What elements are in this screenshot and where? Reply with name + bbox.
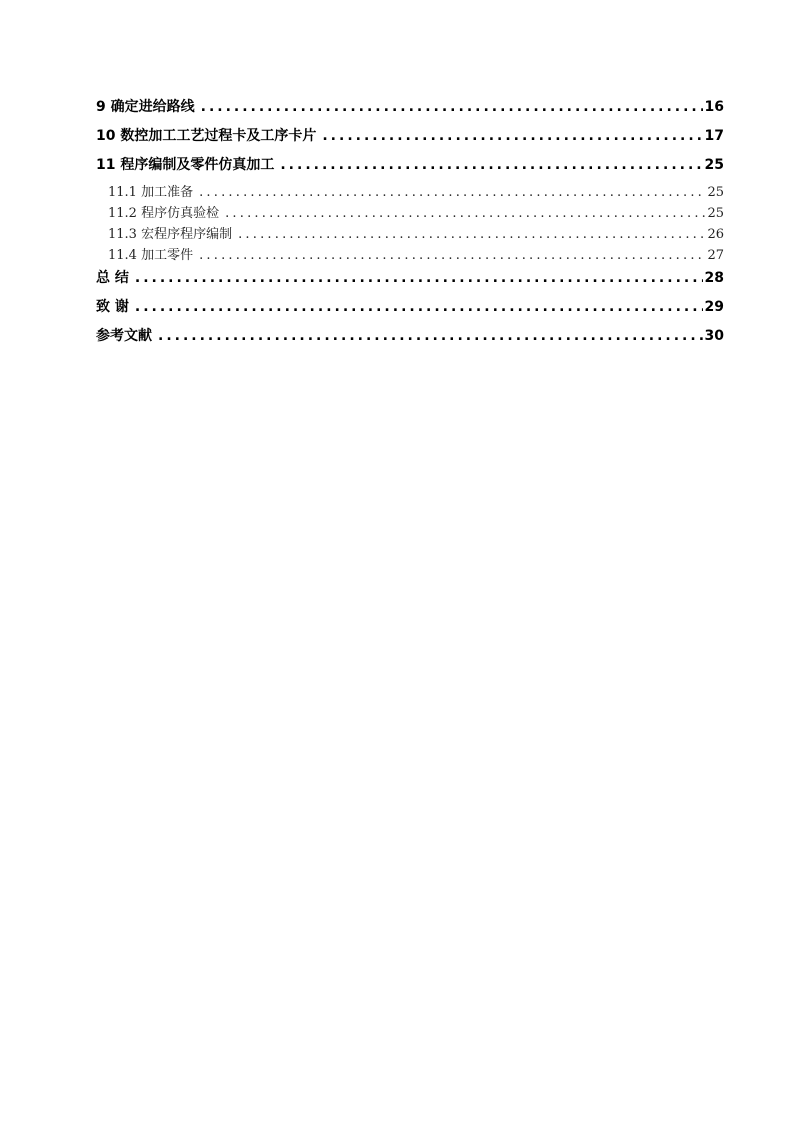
toc-leader-dots	[280, 154, 702, 176]
toc-entry-label: 11.1 加工准备	[108, 185, 194, 200]
toc-leader-dots	[158, 325, 703, 347]
toc-page-number: 25	[704, 157, 724, 173]
toc-page-number: 25	[707, 185, 724, 200]
toc-leader-dots	[201, 96, 703, 118]
toc-leader-dots	[199, 183, 705, 203]
toc-entry-label: 10 数控加工工艺过程卡及工序卡片	[96, 128, 317, 144]
toc-page-number: 25	[707, 206, 724, 221]
toc-entry-label: 11.4 加工零件	[108, 248, 194, 263]
toc-entry-label: 11 程序编制及零件仿真加工	[96, 157, 275, 173]
table-of-contents	[96, 96, 724, 354]
toc-entry-references[interactable]	[96, 325, 724, 354]
toc-entry-chapter-9[interactable]	[96, 96, 724, 125]
toc-entry-section-11-3[interactable]	[96, 225, 724, 246]
toc-leader-dots	[135, 267, 703, 289]
toc-leader-dots	[238, 225, 705, 245]
toc-entry-label: 参考文献	[96, 328, 152, 344]
toc-page-number: 28	[704, 270, 724, 286]
toc-entry-acknowledgements[interactable]	[96, 296, 724, 325]
toc-entry-label: 致 谢	[96, 299, 129, 315]
toc-entry-section-11-2[interactable]	[96, 204, 724, 225]
toc-leader-dots	[322, 125, 702, 147]
toc-entry-label: 11.2 程序仿真验检	[108, 206, 220, 221]
toc-page-number: 30	[704, 328, 724, 344]
toc-entry-section-11-1[interactable]	[96, 183, 724, 204]
toc-page-number: 29	[704, 299, 724, 315]
toc-page-number: 27	[707, 248, 724, 263]
toc-leader-dots	[199, 246, 705, 266]
toc-page-number: 16	[704, 99, 724, 115]
toc-entry-chapter-11[interactable]	[96, 154, 724, 183]
toc-page-number: 26	[707, 227, 724, 242]
toc-entry-section-11-4[interactable]	[96, 246, 724, 267]
toc-entry-label: 11.3 宏程序程序编制	[108, 227, 233, 242]
toc-entry-label: 9 确定进给路线	[96, 99, 195, 115]
toc-entry-summary[interactable]	[96, 267, 724, 296]
toc-entry-chapter-10[interactable]	[96, 125, 724, 154]
toc-entry-label: 总 结	[96, 270, 129, 286]
toc-leader-dots	[135, 296, 703, 318]
toc-leader-dots	[225, 204, 705, 224]
toc-page-number: 17	[704, 128, 724, 144]
